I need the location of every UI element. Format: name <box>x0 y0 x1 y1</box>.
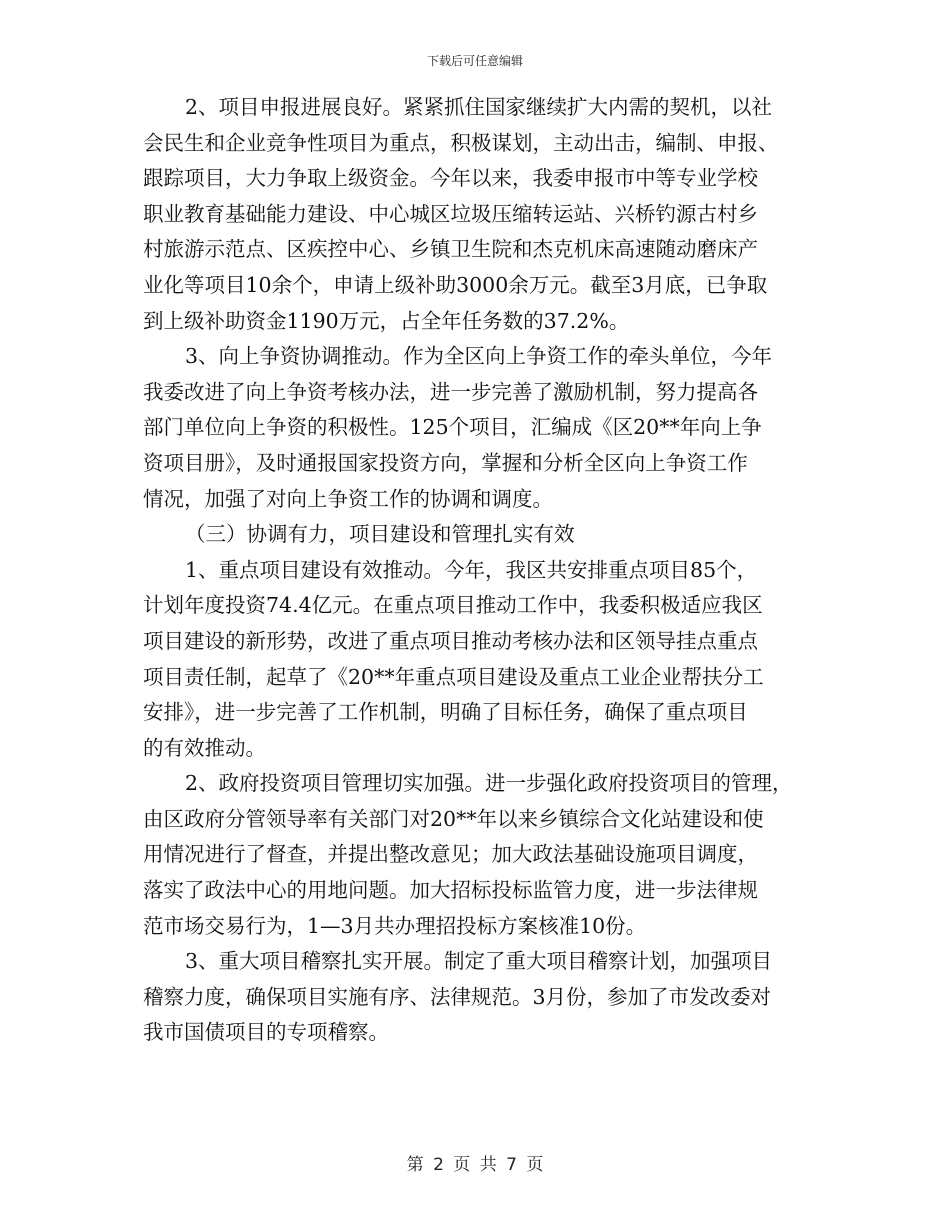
text-line: 用情况进行了督查，并提出整改意见；加大政法基础设施项目调度， <box>143 842 758 867</box>
text-line: 3、重大项目稽察扎实开展。制定了重大项目稽察计划，加强项目 <box>185 949 773 974</box>
text-line: 职业教育基础能力建设、中心城区垃圾压缩转运站、兴桥钓源古村乡 <box>143 201 758 226</box>
text-line: （三）协调有力，项目建设和管理扎实有效 <box>185 522 575 547</box>
text-line: 项目责任制，起草了《20**年重点项目建设及重点工业企业帮扶分工 <box>143 664 764 689</box>
text-line: 2、项目申报进展良好。紧紧抓住国家继续扩大内需的契机，以社 <box>185 95 773 119</box>
text-line: 落实了政法中心的用地问题。加大招标投标监管力度，进一步法律规 <box>143 878 758 903</box>
text-line: 计划年度投资74.4亿元。在重点项目推动工作中，我委积极适应我区 <box>143 593 763 618</box>
text-line: 会民生和企业竞争性项目为重点，积极谋划，主动出击，编制、申报、 <box>143 130 779 155</box>
text-line: 情况，加强了对向上争资工作的协调和调度。 <box>143 486 553 511</box>
text-line: 村旅游示范点、区疾控中心、乡镇卫生院和杰克机床高速随动磨床产 <box>143 237 758 262</box>
page-header: 下载后可任意编辑 <box>426 54 523 68</box>
text-line: 部门单位向上争资的积极性。125个项目，汇编成《区20**年向上争 <box>143 415 762 440</box>
text-line: 我市国债项目的专项稽察。 <box>143 1020 389 1045</box>
text-line: 范市场交易行为，1—3月共办理招投标方案核准10份。 <box>143 913 647 938</box>
text-line: 1、重点项目建设有效推动。今年，我区共安排重点项目85个， <box>185 557 758 582</box>
body-text <box>143 90 823 1051</box>
text-line: 的有效推动。 <box>143 735 266 760</box>
text-line: 我委改进了向上争资考核办法，进一步完善了激励机制，努力提高各 <box>143 379 758 404</box>
text-line: 2、政府投资项目管理切实加强。进一步强化政府投资项目的管理， <box>185 771 793 796</box>
text-line: 到上级补助资金1190万元，占全年任务数的37.2%。 <box>143 308 630 333</box>
text-line: 由区政府分管领导率有关部门对20**年以来乡镇综合文化站建设和使 <box>143 806 764 831</box>
text-line: 资项目册》，及时通报国家投资方向，掌握和分析全区向上争资工作 <box>143 450 748 475</box>
text-line: 安排》，进一步完善了工作机制，明确了目标任务，确保了重点项目 <box>143 700 748 725</box>
text-line: 业化等项目10余个，申请上级补助3000余万元。截至3月底，已争取 <box>143 272 768 297</box>
text-line: 项目建设的新形势，改进了重点项目推动考核办法和区领导挂点重点 <box>143 628 758 653</box>
page-footer: 第 2 页 共 7 页 <box>406 1155 544 1175</box>
text-line: 3、向上争资协调推动。作为全区向上争资工作的牵头单位，今年 <box>185 344 773 369</box>
text-line: 跟踪项目，大力争取上级资金。今年以来，我委申报市中等专业学校 <box>143 166 758 191</box>
text-line: 稽察力度，确保项目实施有序、法律规范。3月份，参加了市发改委对 <box>143 984 772 1009</box>
